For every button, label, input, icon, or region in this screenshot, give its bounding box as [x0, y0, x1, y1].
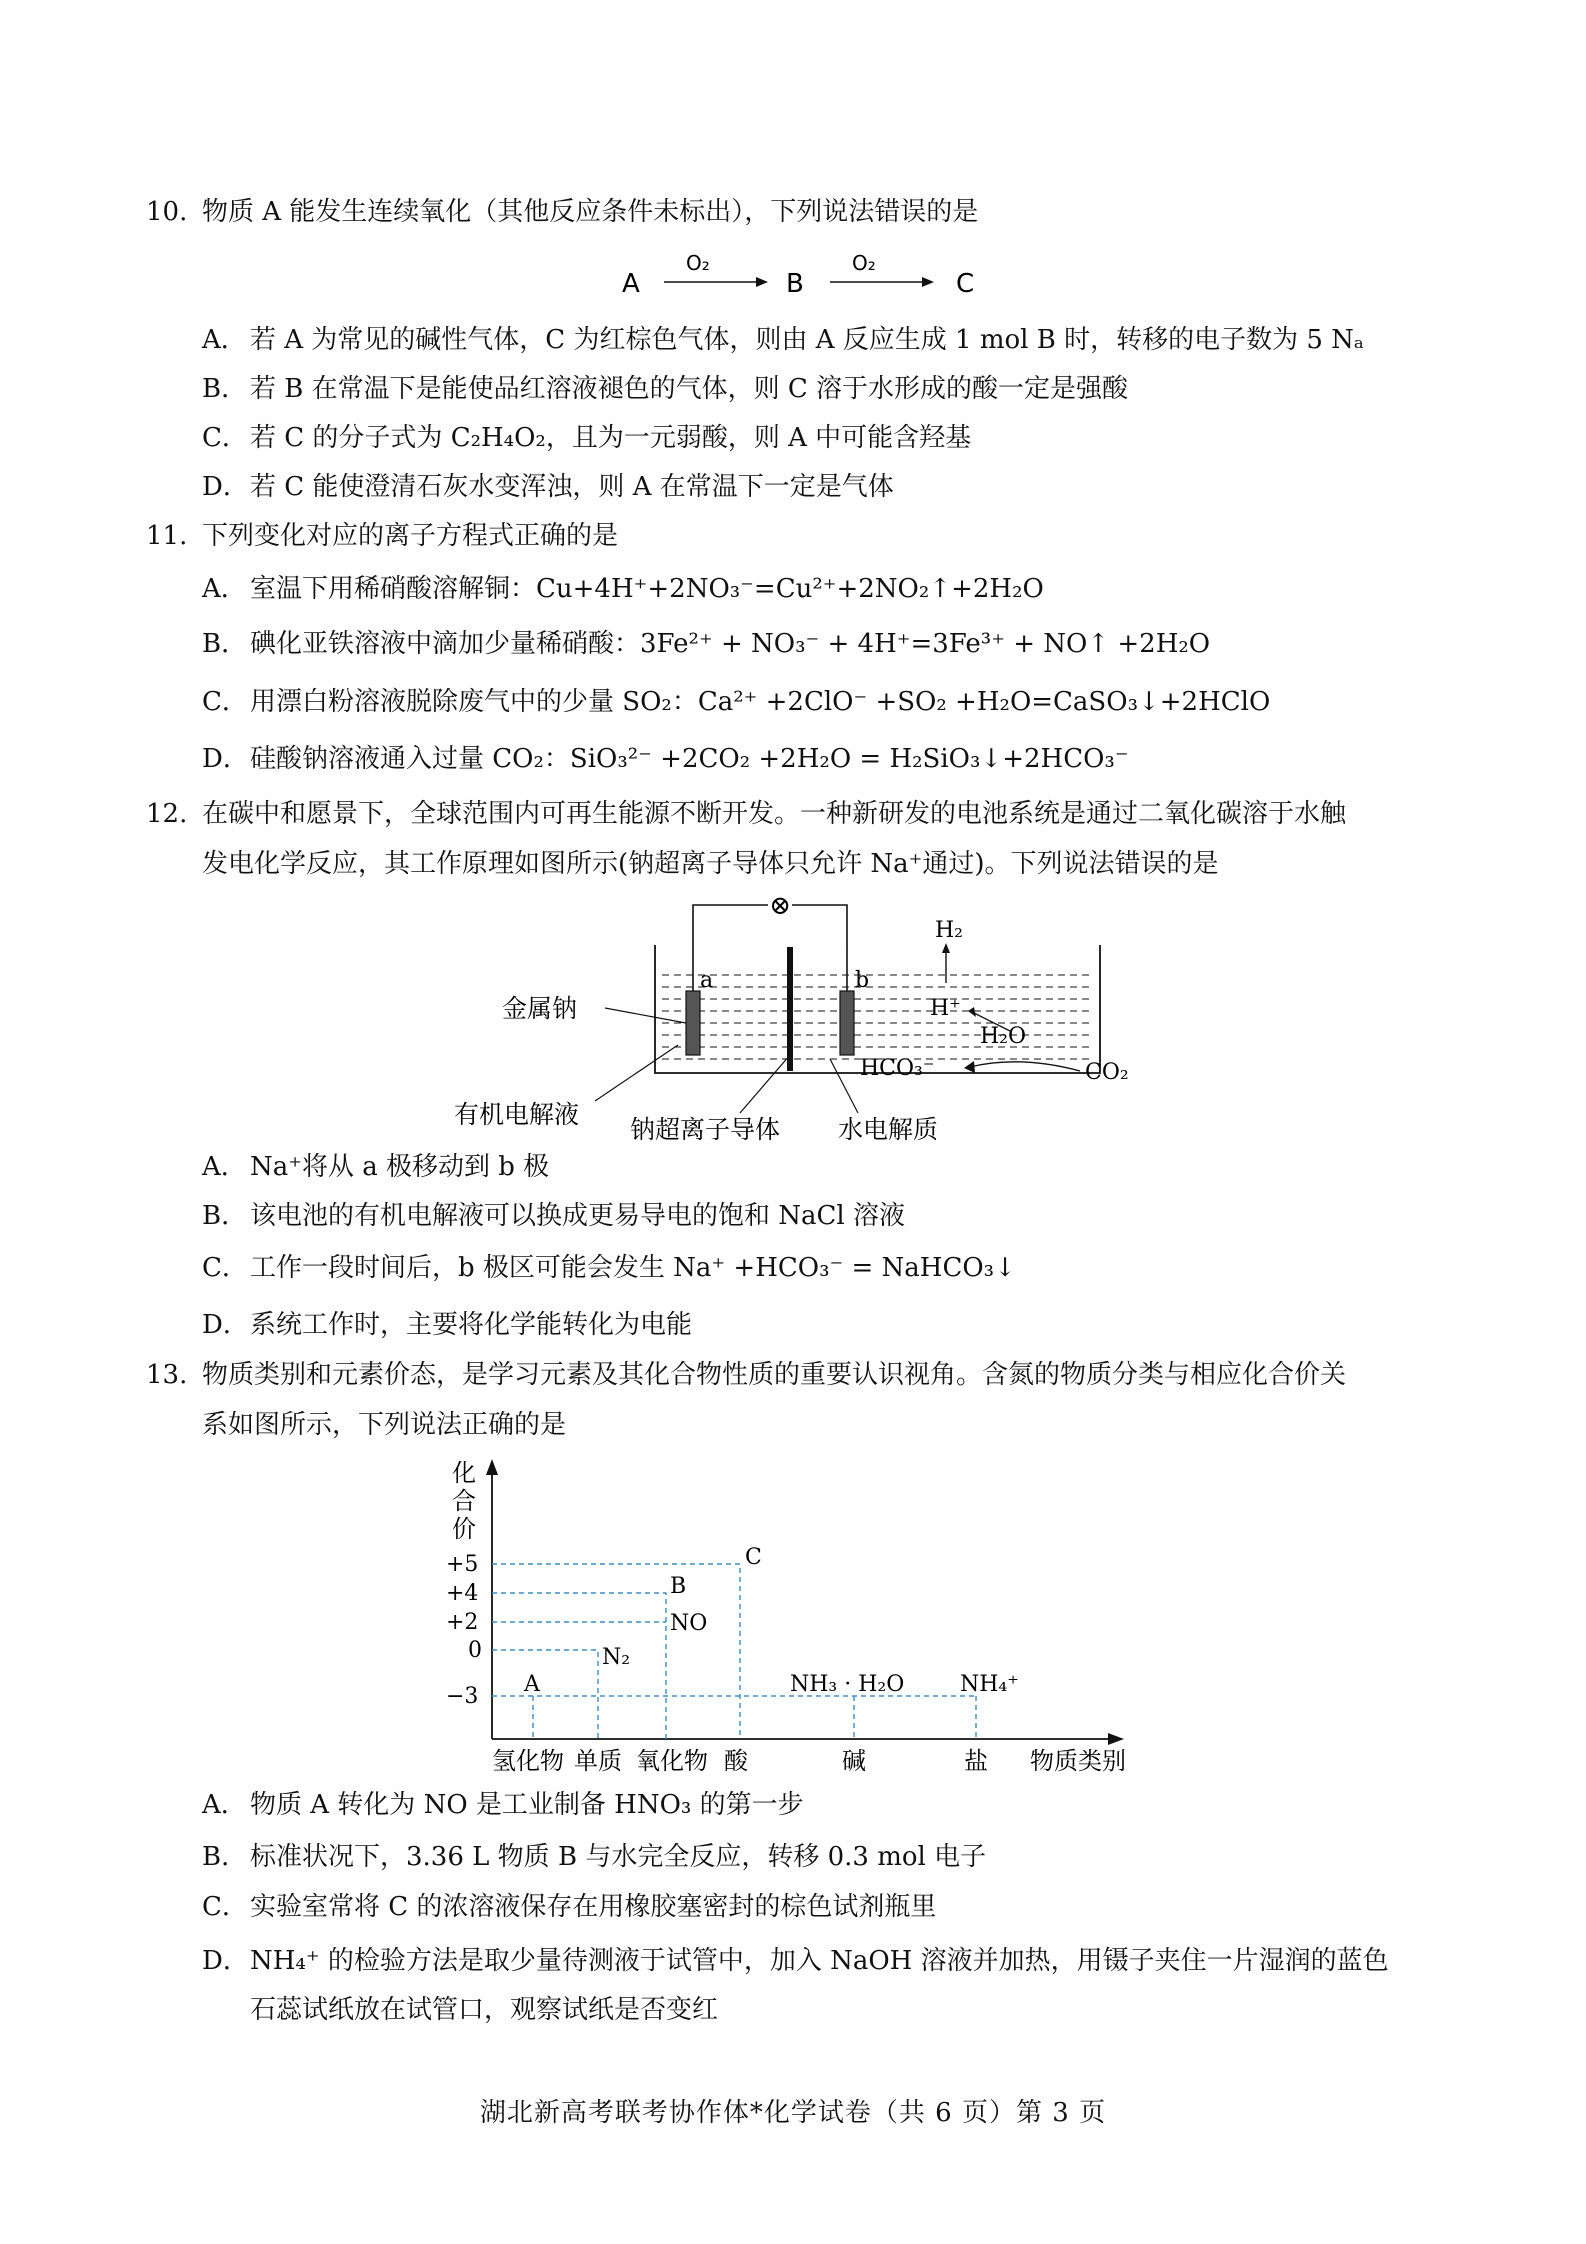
scheme-reagent1: O₂ — [686, 251, 710, 275]
y-tick-plus2: +2 — [446, 1610, 479, 1635]
q12-option-b: 该电池的有机电解液可以换成更易导电的饱和 NaCl 溶液 — [250, 1201, 905, 1231]
q13-option-d-cont: 石蕊试纸放在试管口，观察试纸是否变红 — [250, 1995, 719, 2025]
h2-arrow — [942, 943, 950, 953]
q11-option-a: 室温下用稀硝酸溶解铜：Cu+4H⁺+2NO₃⁻=Cu²⁺+2NO₂↑+2H₂O — [250, 574, 1044, 604]
y-tick-plus4: +4 — [446, 1581, 479, 1606]
q13-option-d: NH₄⁺ 的检验方法是取少量待测液于试管中，加入 NaOH 溶液并加热，用镊子夹住一片湿润的蓝色 — [250, 1946, 1389, 1976]
q13-option-b: 标准状况下，3.36 L 物质 B 与水完全反应，转移 0.3 mol 电子 — [250, 1842, 987, 1872]
scheme-b: B — [786, 269, 804, 299]
y-tick-zero: 0 — [468, 1638, 482, 1663]
hco3-label: HCO₃⁻ — [860, 1056, 935, 1081]
q13-option-a-label: A． — [202, 1790, 247, 1820]
q12-option-c-label: C． — [202, 1253, 248, 1283]
q12-option-a-label: A． — [202, 1152, 247, 1182]
h2-label: H₂ — [935, 918, 964, 943]
x-cat-oxide: 氧化物 — [636, 1747, 708, 1775]
scheme-arrowhead2 — [922, 277, 934, 287]
scheme-c: C — [956, 269, 975, 299]
x-cat-hydride: 氢化物 — [492, 1747, 564, 1775]
q13-option-d-label: D． — [202, 1946, 249, 1976]
q11-stem: 下列变化对应的离子方程式正确的是 — [202, 521, 619, 551]
q11-option-c: 用漂白粉溶液脱除废气中的少量 SO₂：Ca²⁺ +2ClO⁻ +SO₂ +H₂O=CaSO₃↓+2HClO — [250, 687, 1271, 717]
q10-option-d: 若 C 能使澄清石灰水变浑浊，则 A 在常温下一定是气体 — [250, 472, 894, 502]
q13-number: 13. — [146, 1360, 188, 1390]
q11-option-d-label: D． — [202, 744, 249, 774]
point-b: B — [670, 1574, 687, 1599]
q10-reaction-scheme — [600, 248, 1000, 308]
q11-option-c-label: C． — [202, 687, 248, 717]
cell-container — [655, 945, 1100, 1073]
q11-option-b: 碘化亚铁溶液中滴加少量稀硝酸：3Fe²⁺ + NO₃⁻ + 4H⁺=3Fe³⁺ + NO↑ +2H₂O — [250, 629, 1211, 659]
q13-option-a: 物质 A 转化为 NO 是工业制备 HNO₃ 的第一步 — [250, 1790, 804, 1820]
point-n2: N₂ — [602, 1645, 631, 1670]
q12-number: 12. — [146, 799, 188, 829]
sodium-conductor-membrane — [787, 947, 793, 1071]
x-cat-salt: 盐 — [964, 1747, 988, 1775]
lamp-icon: ⊗ — [769, 895, 791, 921]
wire-right — [792, 905, 847, 950]
q13-stem-line2: 系如图所示，下列说法正确的是 — [202, 1410, 567, 1440]
y-axis-label-1: 化 — [452, 1459, 476, 1487]
x-cat-element: 单质 — [574, 1747, 622, 1775]
co2-arrow — [964, 1061, 975, 1073]
scheme-arrowhead1 — [756, 277, 768, 287]
q10-number: 10. — [146, 197, 188, 227]
q11-number: 11. — [146, 521, 188, 551]
q12-stem-line2: 发电化学反应，其工作原理如图所示(钠超离子导体只允许 Na⁺通过)。下列说法错误的是 — [202, 849, 1219, 879]
guide-lines — [492, 1564, 976, 1739]
electrode-b-label: b — [855, 968, 870, 993]
q11-option-b-label: B． — [202, 629, 248, 659]
point-no: NO — [670, 1611, 708, 1636]
q12-stem-line1: 在碳中和愿景下，全球范围内可再生能源不断开发。一种新研发的电池系统是通过二氧化碳溶于水触 — [202, 799, 1347, 829]
h2o-label: H₂O — [980, 1024, 1027, 1049]
electrode-a — [686, 991, 700, 1055]
q13-option-c-label: C． — [202, 1892, 248, 1922]
page-footer: 湖北新高考联考协作体*化学试卷（共 6 页）第 3 页 — [479, 2098, 1107, 2128]
h2o-to-hplus-arrow — [968, 1007, 976, 1017]
label-sodium-metal: 金属钠 — [502, 994, 578, 1023]
electrode-b — [840, 991, 854, 1055]
q12-option-d-label: D． — [202, 1310, 249, 1340]
q11-option-a-label: A． — [202, 574, 247, 604]
label-organic-electrolyte: 有机电解液 — [454, 1100, 580, 1129]
q10-option-a-label: A． — [202, 325, 247, 355]
point-a: A — [524, 1672, 540, 1697]
q13-valence-chart — [440, 1455, 1160, 1775]
y-axis-label-3: 价 — [452, 1515, 476, 1543]
x-cat-acid: 酸 — [724, 1747, 748, 1775]
q12-option-b-label: B． — [202, 1201, 248, 1231]
label-sodium-conductor: 钠超离子导体 — [630, 1115, 781, 1144]
q12-option-d: 系统工作时，主要将化学能转化为电能 — [250, 1310, 693, 1340]
q10-option-b-label: B． — [202, 374, 248, 404]
y-axis-label-2: 合 — [452, 1487, 476, 1515]
q13-option-b-label: B． — [202, 1842, 248, 1872]
q13-option-c: 实验室常将 C 的浓溶液保存在用橡胶塞密封的棕色试剂瓶里 — [250, 1892, 937, 1922]
co2-label: CO₂ — [1085, 1060, 1129, 1085]
q10-option-b: 若 B 在常温下是能使品红溶液褪色的气体，则 C 溶于水形成的酸一定是强酸 — [250, 374, 1129, 404]
q12-battery-figure — [440, 895, 1160, 1145]
label-water-electrolyte: 水电解质 — [838, 1115, 939, 1144]
scheme-a: A — [622, 269, 640, 299]
point-nh4: NH₄⁺ — [960, 1672, 1019, 1697]
q10-option-a: 若 A 为常见的碱性气体，C 为红棕色气体，则由 A 反应生成 1 mol B 时，转移的电子数为 5 Nₐ — [250, 325, 1364, 355]
q10-stem: 物质 A 能发生连续氧化（其他反应条件未标出），下列说法错误的是 — [202, 197, 979, 227]
x-cat-base: 碱 — [842, 1747, 866, 1775]
q12-option-a: Na⁺将从 a 极移动到 b 极 — [250, 1152, 550, 1182]
q10-option-c: 若 C 的分子式为 C₂H₄O₂，且为一元弱酸，则 A 中可能含羟基 — [250, 423, 972, 453]
point-nh3h2o: NH₃ · H₂O — [790, 1672, 905, 1697]
q10-option-c-label: C． — [202, 423, 248, 453]
scheme-reagent2: O₂ — [852, 251, 876, 275]
q10-option-d-label: D． — [202, 472, 249, 502]
y-tick-plus5: +5 — [446, 1552, 479, 1577]
q12-option-c: 工作一段时间后，b 极区可能会发生 Na⁺ +HCO₃⁻ = NaHCO₃↓ — [250, 1253, 1016, 1283]
y-tick-minus3: −3 — [446, 1684, 479, 1709]
point-c: C — [745, 1545, 762, 1570]
electrode-a-label: a — [700, 968, 714, 993]
x-axis-label: 物质类别 — [1030, 1747, 1126, 1775]
wire-left — [693, 905, 768, 950]
hplus-label: H⁺ — [930, 996, 961, 1021]
q11-option-d: 硅酸钠溶液通入过量 CO₂：SiO₃²⁻ +2CO₂ +2H₂O = H₂SiO₃↓+2HCO₃⁻ — [250, 744, 1129, 774]
q13-stem-line1: 物质类别和元素价态，是学习元素及其化合物性质的重要认识视角。含氮的物质分类与相应化合价关 — [202, 1360, 1347, 1390]
